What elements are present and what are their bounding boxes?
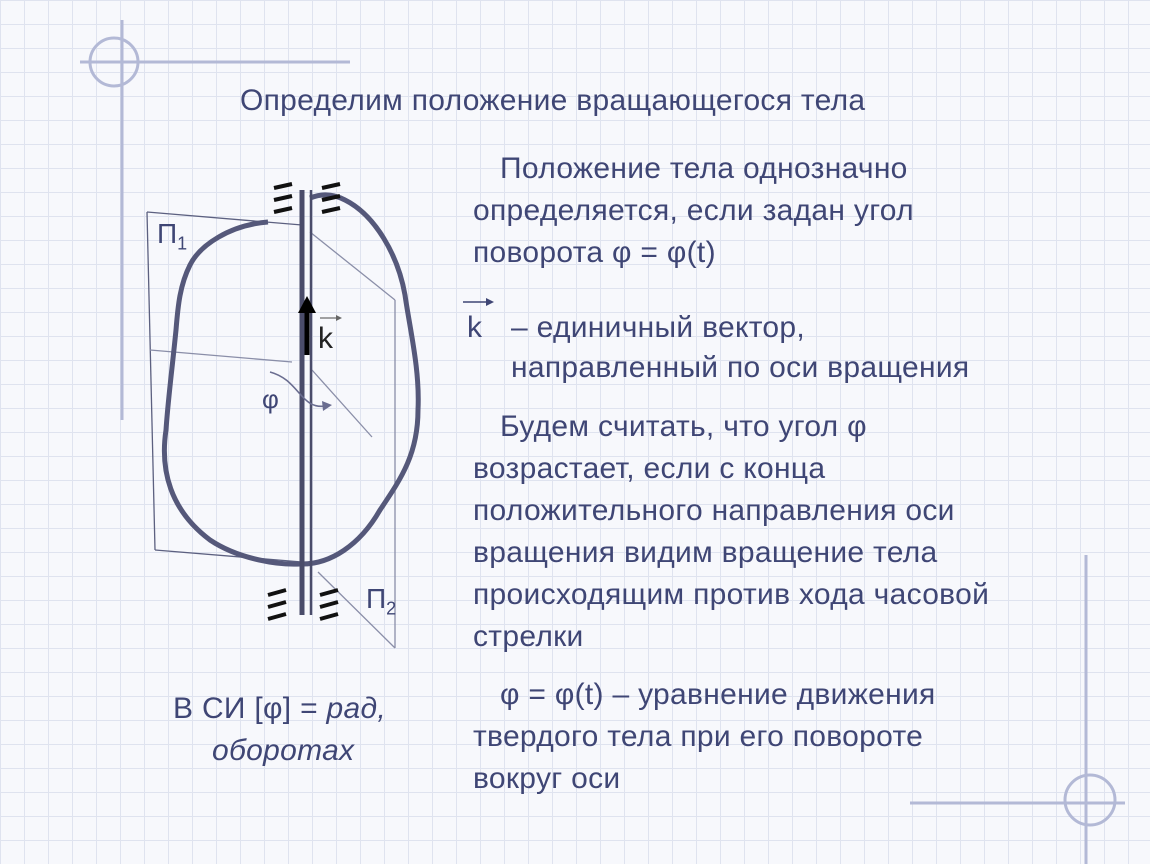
paragraph2-line3: положительного направления оси bbox=[473, 494, 955, 527]
axis-vector-label: k bbox=[318, 322, 333, 355]
paragraph2-line2: возрастает, если с конца bbox=[473, 452, 826, 485]
paragraph1-line3: поворота φ = φ(t) bbox=[473, 236, 716, 269]
paragraph1-line1: Положение тела однозначно bbox=[500, 152, 908, 185]
si-units-rev: оборотах bbox=[212, 734, 355, 767]
plane2-label: $П_2$ bbox=[366, 583, 397, 619]
angle-phi-arrowhead bbox=[322, 401, 332, 411]
equation-line3: вокруг оси bbox=[473, 762, 621, 795]
paragraph2-line5: происходящим против хода часовой bbox=[473, 578, 990, 611]
paragraph2-line6: стрелки bbox=[473, 620, 584, 653]
paragraph2-line1: Будем считать, что угол φ bbox=[500, 410, 867, 443]
vector-desc-line1: – единичный вектор, bbox=[511, 311, 806, 344]
equation-line2: твердого тела при его повороте bbox=[473, 720, 924, 753]
rigid-body-outline bbox=[164, 195, 418, 564]
paragraph2-line4: вращения видим вращение тела bbox=[473, 536, 938, 569]
si-units-prefix: В СИ [φ] = bbox=[173, 692, 327, 725]
plane1-label: $П_1$ bbox=[157, 218, 188, 254]
equation-line1: φ = φ(t) – уравнение движения bbox=[500, 678, 936, 711]
si-units-rad: рад, bbox=[326, 692, 387, 725]
vector-desc-line2: направленный по оси вращения bbox=[511, 351, 970, 384]
angle-label: φ bbox=[262, 384, 279, 414]
si-units-line1 bbox=[173, 688, 386, 730]
vector-symbol: k bbox=[467, 311, 483, 344]
plane-p2 bbox=[150, 232, 395, 648]
slide-title: Определим положение вращающегося тела bbox=[240, 84, 866, 117]
bearing-top bbox=[274, 184, 340, 212]
paragraph1-line2: определяется, если задан угол bbox=[473, 194, 914, 227]
